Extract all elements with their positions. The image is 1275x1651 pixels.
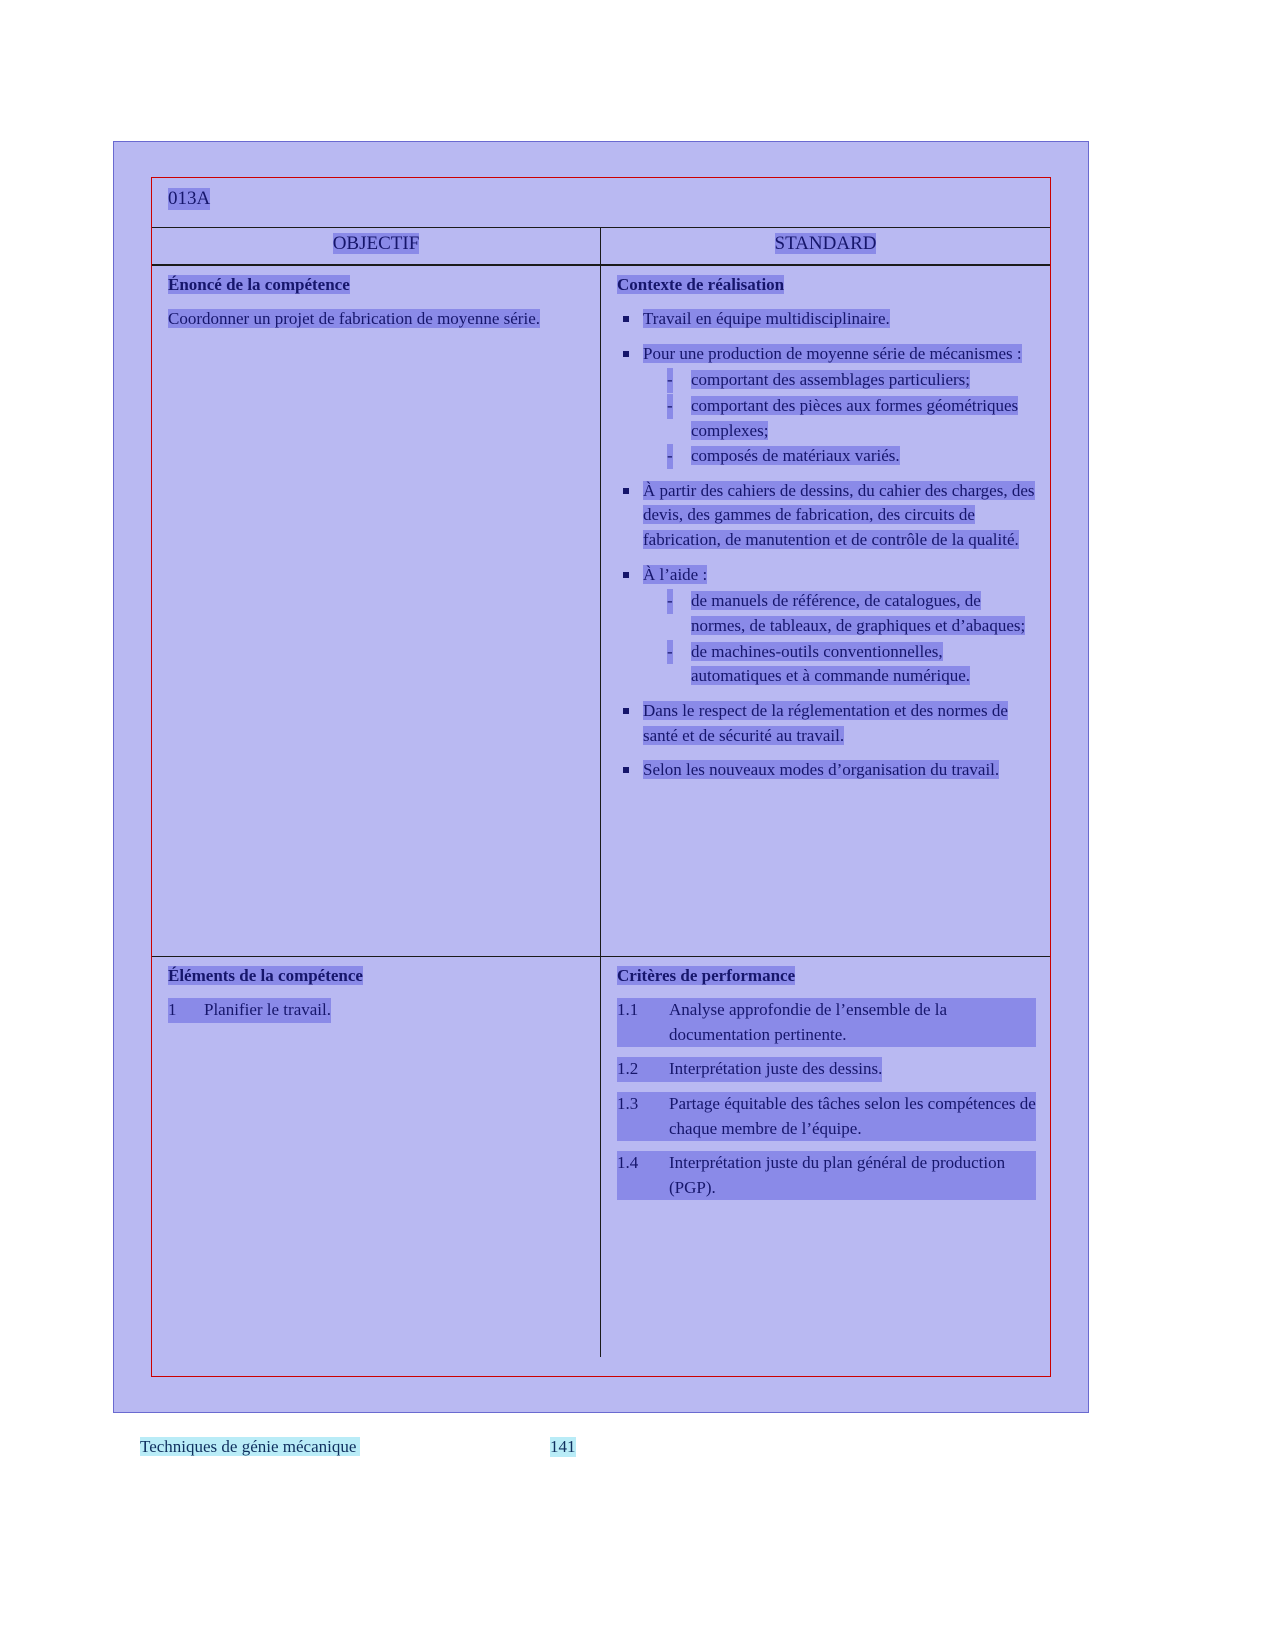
contexte-cell	[601, 266, 1050, 956]
list-item: Pour une production de moyenne série de mécanismes : - comportant des assemblages particuliers; - comportant des pièces aux formes géométriques complexes; - composés de matériaux variés.	[617, 342, 1036, 469]
contexte-list	[617, 307, 1036, 783]
list-item: 1.2 Interprétation juste des dessins.	[617, 1057, 1036, 1082]
upper-body-row	[152, 266, 1050, 956]
list-item: 1.3 Partage équitable des tâches selon les compétences de chaque membre de l’équipe.	[617, 1092, 1036, 1141]
enonce-text: Coordonner un projet de fabrication de moyenne série.	[168, 309, 540, 328]
list-item: À partir des cahiers de dessins, du cahier des charges, des devis, des gammes de fabrication, des circuits de fabrication, de manutention et de contrôle de la qualité.	[617, 479, 1036, 553]
list-item: À l’aide : - de manuels de référence, de catalogues, de normes, de tableaux, de graphiques et d’abaques; - de machines-outils conventionnelles, automatiques et à commande numérique.	[617, 563, 1036, 689]
list-item: - composés de matériaux variés.	[643, 444, 1036, 469]
elements-title: Éléments de la compétence	[168, 966, 363, 985]
footer-page-number: 141	[550, 1437, 576, 1456]
competency-table	[151, 177, 1051, 1377]
header-objectif-label: OBJECTIF	[332, 233, 420, 254]
contexte-sublist	[643, 368, 1036, 469]
list-item: - comportant des assemblages particuliers;	[643, 368, 1036, 393]
elements-cell	[152, 957, 601, 1357]
elements-list	[168, 998, 586, 1023]
lower-body-row	[152, 956, 1050, 1357]
criteres-title: Critères de performance	[617, 966, 796, 985]
list-item: 1 Planifier le travail.	[168, 998, 586, 1023]
contexte-title: Contexte de réalisation	[617, 275, 785, 294]
competency-code: 013A	[168, 188, 211, 209]
contexte-sublist	[643, 589, 1036, 689]
page-footer	[140, 1437, 590, 1457]
list-item: Dans le respect de la réglementation et des normes de santé et de sécurité au travail.	[617, 699, 1036, 748]
list-item: Travail en équipe multidisciplinaire.	[617, 307, 1036, 332]
list-item: 1.4 Interprétation juste du plan général de production (PGP).	[617, 1151, 1036, 1200]
competency-code-row	[152, 178, 1050, 228]
list-item: 1.1 Analyse approfondie de l’ensemble de la documentation pertinente.	[617, 998, 1036, 1047]
header-objectif	[152, 228, 601, 264]
enonce-cell	[152, 266, 601, 956]
page-frame	[113, 141, 1089, 1413]
footer-program-name: Techniques de génie mécanique	[140, 1437, 360, 1456]
table-header-row	[152, 228, 1050, 266]
criteres-list	[617, 998, 1036, 1200]
list-item: Selon les nouveaux modes d’organisation du travail.	[617, 758, 1036, 783]
enonce-title: Énoncé de la compétence	[168, 275, 350, 294]
header-standard-label: STANDARD	[774, 233, 877, 254]
criteres-cell	[601, 957, 1050, 1357]
list-item: - de machines-outils conventionnelles, automatiques et à commande numérique.	[643, 640, 1036, 689]
header-standard	[601, 228, 1050, 264]
list-item: - de manuels de référence, de catalogues, de normes, de tableaux, de graphiques et d’abaques;	[643, 589, 1036, 638]
list-item: - comportant des pièces aux formes géométriques complexes;	[643, 394, 1036, 443]
